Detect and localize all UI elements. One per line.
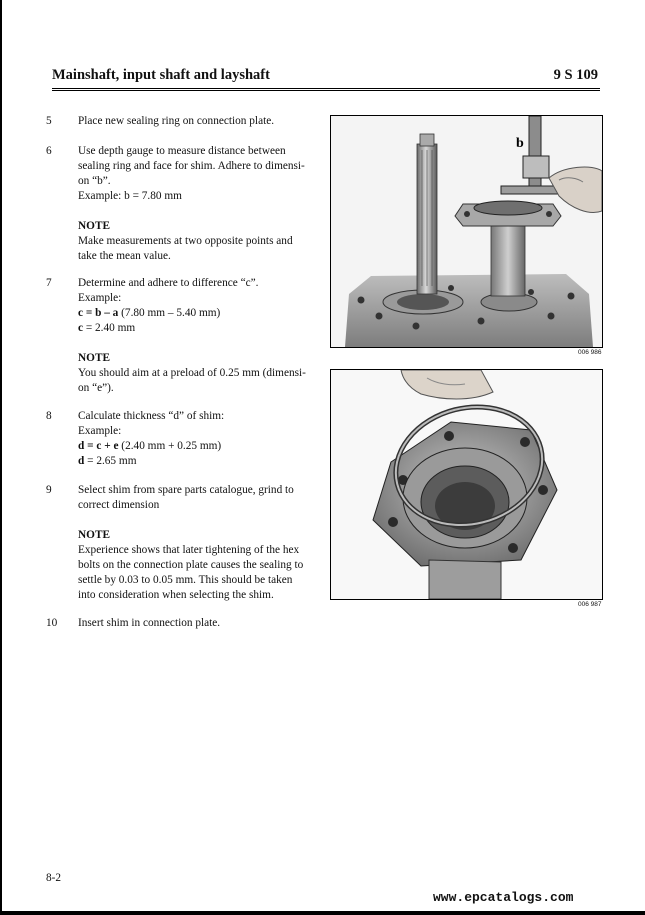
formula-line [78,306,323,321]
formula-values: (7.80 mm – 5.40 mm) [118,307,221,319]
note-text: Make measurements at two opposite points and [78,235,293,247]
formula-line [78,439,323,454]
left-margin-rule [0,0,2,915]
note-label: NOTE [78,352,111,364]
step-text: Insert shim in connection plate. [78,617,221,629]
step-number: 9 [46,484,52,496]
step-text: Use depth gauge to measure distance between [78,145,286,157]
note-text: into consideration when selecting the shim. [78,589,274,601]
figure-depth-gauge-photo [330,115,603,348]
figure-id: 006 986 [578,349,602,356]
figure-id: 006 987 [578,601,602,608]
step-text: Example: [78,292,122,304]
formula-expression: d = c + e [78,440,119,452]
figure-sealing-ring-photo [330,369,603,600]
page-number: 8-2 [46,872,62,884]
header-rule [52,90,600,91]
step-number: 7 [46,277,52,289]
formula-expression: c = b – a [78,307,119,319]
note-text: bolts on the connection plate causes the sealing to [78,559,304,571]
formula-values: (2.40 mm + 0.25 mm) [118,440,222,452]
step-text: sealing ring and face for shim. Adhere to dimensi- [78,160,305,172]
note-text: Experience shows that later tightening of the hex [78,544,300,556]
page-header [52,64,600,92]
step-text: correct dimension [78,499,160,511]
bottom-rule [0,911,645,915]
note-text: settle by 0.03 to 0.05 mm. This should be taken [78,574,293,586]
step-text: Place new sealing ring on connection plate. [78,115,275,127]
note-text: You should aim at a preload of 0.25 mm (dimensi- [78,367,306,379]
note-label: NOTE [78,220,111,232]
formula-result: = 2.65 mm [84,455,137,467]
depth-gauge-illustration [331,116,602,347]
note-text: take the mean value. [78,250,171,262]
formula-variable: d [78,455,85,467]
formula-variable: c [78,322,84,334]
formula-result: = 2.40 mm [83,322,136,334]
step-text: Determine and adhere to difference “c”. [78,277,259,289]
header-rule [52,88,600,89]
formula-line [78,321,323,336]
watermark-url: www.epcatalogs.com [433,890,574,905]
page-title: Mainshaft, input shaft and layshaft [52,67,270,83]
step-text: Calculate thickness “d” of shim: [78,410,225,422]
step-number: 6 [46,145,52,157]
note-label: NOTE [78,529,111,541]
step-number: 8 [46,410,52,422]
step-text: on “b”. [78,175,111,187]
step-text: Select shim from spare parts catalogue, grind to [78,484,294,496]
note-text: on “e”). [78,382,114,394]
step-number: 5 [46,115,52,127]
step-text: Example: [78,425,122,437]
formula-line [78,454,323,469]
figure-label-b: b [516,136,524,151]
step-number: 10 [46,617,58,629]
step-example: Example: b = 7.80 mm [78,190,182,202]
sealing-ring-illustration [331,370,602,599]
document-code: 9 S 109 [553,67,598,83]
